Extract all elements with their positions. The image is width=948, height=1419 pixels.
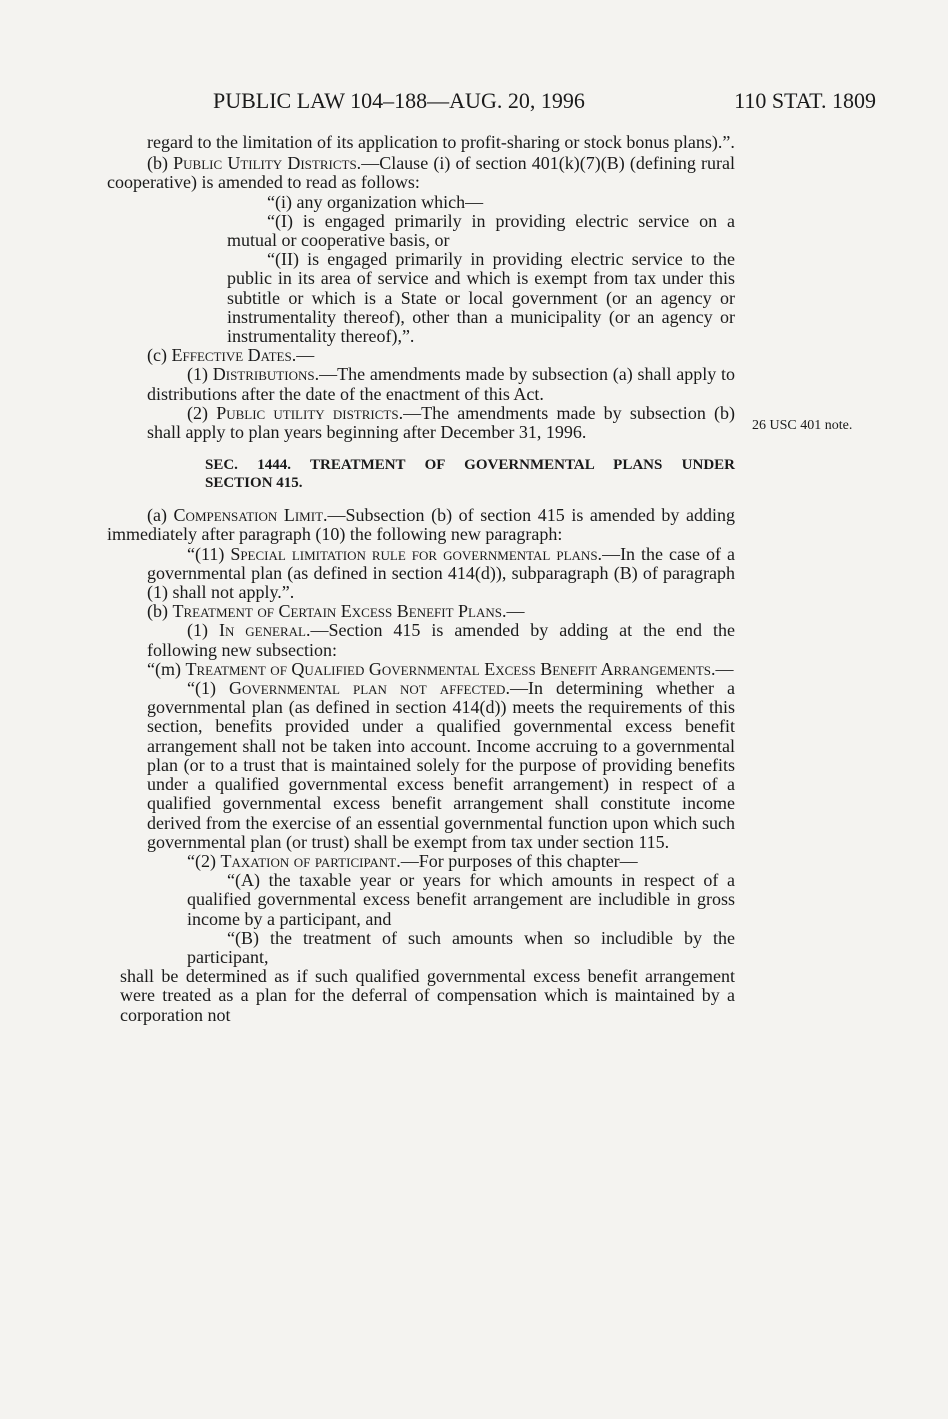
paragraph-distributions: (1) Distributions.—The amendments made by subsection (a) shall apply to distributions after the date of the enactment of this Act.: [147, 364, 735, 404]
subsection-heading: Public Utility Districts.: [173, 153, 362, 174]
paragraph-heading: Public utility districts.: [216, 402, 404, 423]
subsection-heading: Compensation Limit.: [173, 505, 328, 526]
paragraph-governmental-plan-not-affected: “(1) Governmental plan not affected.—In determining whether a governmental plan (as defined in section 414(d)) meets the requirements of this section, benefits provided under a qualified governmental excess benefit arrangement shall not be taken into account. Income accruing to a governmental plan (or to a trust that is maintained solely for the purpose of providing benefits under a qualified governmental excess benefit arrangement) in respect of a qualified governmental excess benefit arrangement shall constitute income derived from the exercise of an essential governmental function upon which such governmental plan (or trust) shall be exempt from tax under section 115.: [147, 678, 736, 852]
paragraph-11: “(11) Special limitation rule for governmental plans.—In the case of a governmental plan (as defined in section 414(d)), subparagraph (B) of paragraph (1) shall not apply.”.: [147, 543, 735, 603]
running-header-title: PUBLIC LAW 104–188—AUG. 20, 1996: [213, 88, 585, 113]
paragraph-taxation-of-participant: “(2) Taxation of participant.—For purposes of this chapter—: [187, 850, 638, 871]
paragraph-subsection-b-2: (b) Treatment of Certain Excess Benefit Plans.—: [147, 601, 525, 622]
statute-body: [107, 133, 735, 1025]
paragraph-flush-text: shall be determined as if such qualified governmental excess benefit arrangement were treated as a plan for the deferral of compensation which is maintained by a corporation not: [120, 966, 735, 1025]
paragraph-public-utility-districts: (2) Public utility districts.—The amendments made by subsection (b) shall apply to plan years beginning after December 31, 1996.: [147, 402, 735, 443]
subsection-heading: Treatment of Qualified Governmental Excess Benefit Arrangements.: [185, 658, 716, 679]
subsection-heading: Effective Dates.: [171, 345, 297, 366]
subclause-I: “(I) is engaged primarily in providing electric service on a mutual or cooperative basis, or: [227, 210, 735, 251]
paragraph-heading: Taxation of participant.: [220, 850, 401, 871]
subsection-m: “(m) Treatment of Qualified Governmental Excess Benefit Arrangements.—: [147, 658, 734, 679]
subparagraph-A: “(A) the taxable year or years for which amounts in respect of a qualified governmental excess benefit arrangement are includible in gross income by a participant, and: [187, 870, 735, 929]
subparagraph-B: “(B) the treatment of such amounts when so includible by the participant,: [187, 927, 735, 967]
paragraph-in-general: (1) In general.—Section 415 is amended by adding at the end the following new subsection:: [147, 620, 735, 660]
paragraph-subsection-a: (a) Compensation Limit.—Subsection (b) of section 415 is amended by adding immediately after paragraph (10) the following new paragraph:: [107, 505, 735, 545]
subsection-heading: Treatment of Certain Excess Benefit Plans.: [172, 601, 507, 622]
paragraph-heading: In general.: [218, 620, 311, 641]
margin-citation-note: 26 USC 401 note.: [752, 418, 853, 433]
subclause-II: “(II) is engaged primarily in providing electric service to the public in its area of service and which is exempt from tax under this subtitle or which is a State or local government (or an agency or instrumentality thereof), other than a municipality (or an agency or instrumentality thereof),”.: [227, 249, 735, 347]
running-header-page-number: 110 STAT. 1809: [734, 88, 876, 113]
paragraph-heading: Governmental plan not affected.: [229, 678, 510, 699]
paragraph-heading: Special limitation rule for governmental plans.: [230, 543, 603, 564]
paragraph-continuation: regard to the limitation of its application to profit-sharing or stock bonus plans).”.: [147, 132, 735, 152]
paragraph-heading: Distributions.: [212, 364, 320, 385]
clause-i: “(i) any organization which—: [267, 191, 484, 212]
paragraph-subsection-b: (b) Public Utility Districts.—Clause (i) of section 401(k)(7)(B) (defining rural cooperative) is amended to read as follows:: [107, 153, 735, 193]
section-heading: SEC. 1444. TREATMENT OF GOVERNMENTAL PLANS UNDER SECTION 415.: [205, 457, 735, 492]
paragraph-subsection-c: (c) Effective Dates.—: [147, 345, 315, 366]
